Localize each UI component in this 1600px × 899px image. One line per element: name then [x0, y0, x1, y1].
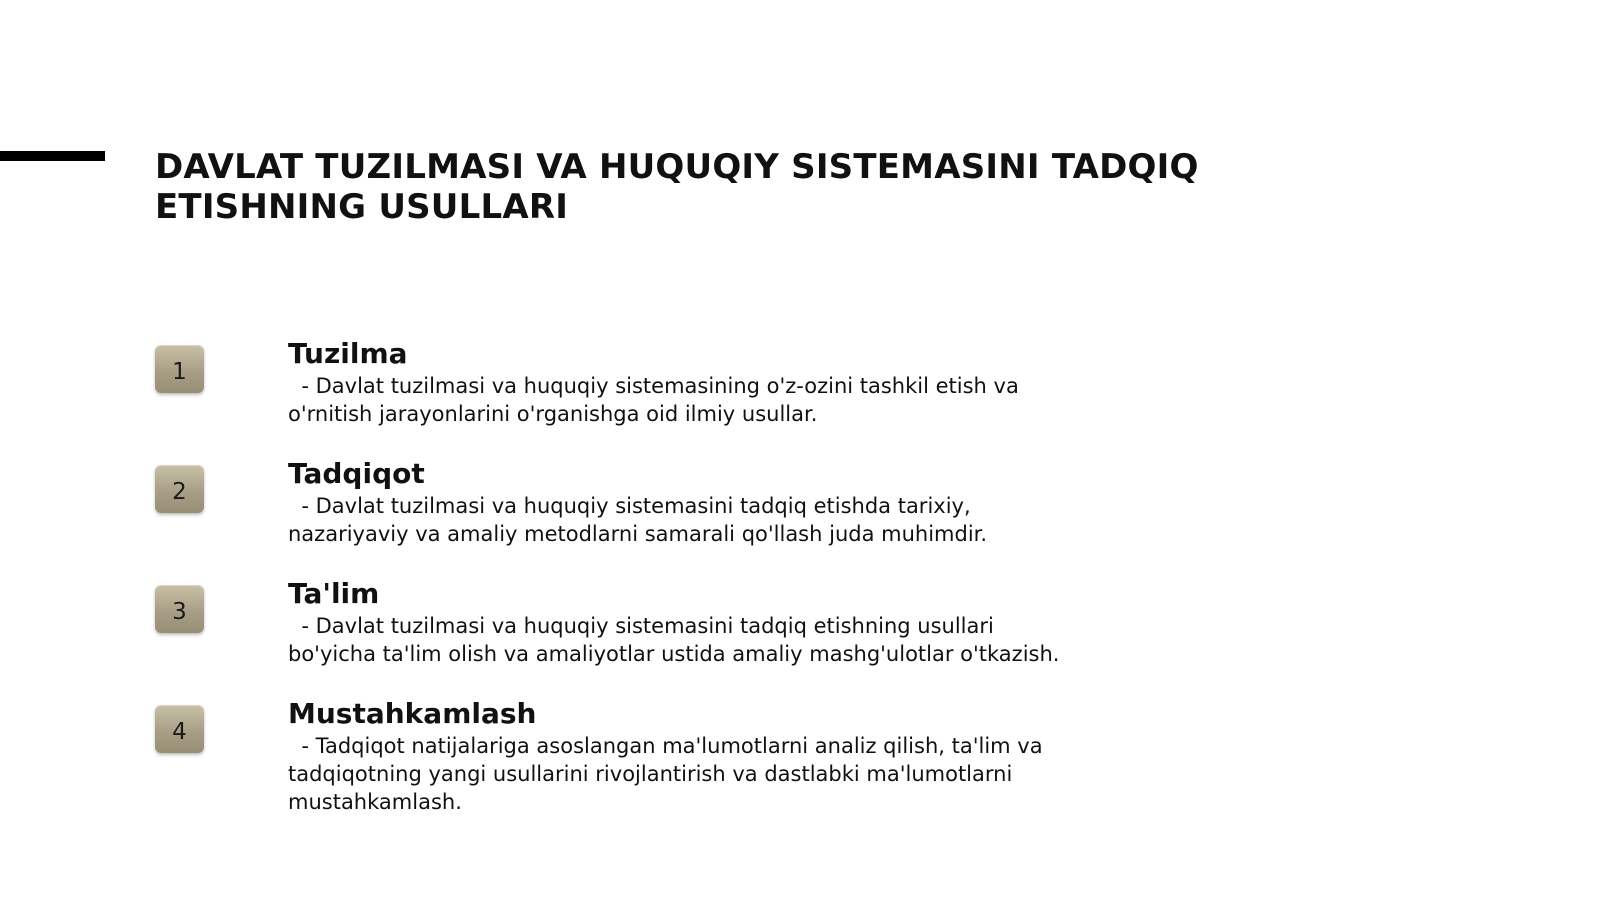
- number-badge: 4: [155, 705, 204, 753]
- item-description: - Davlat tuzilmasi va huquqiy sistemasini tadqiq etishning usullari bo'yicha ta'lim olish va amaliyotlar ustida amaliy mashg'ulotlar o'tkazish.: [288, 614, 1060, 666]
- item-description: - Davlat tuzilmasi va huquqiy sistemasini tadqiq etishda tarixiy, nazariyaviy va amaliy metodlarni samarali qo'llash juda muhimdir.: [288, 494, 988, 546]
- title-accent-bar: [0, 151, 105, 161]
- item-heading: Tadqiqot: [288, 457, 425, 490]
- item-heading: Ta'lim: [288, 577, 380, 610]
- item-heading: Tuzilma: [288, 337, 408, 370]
- slide-title: DAVLAT TUZILMASI VA HUQUQIY SISTEMASINI TADQIQ ETISHNING USULLARI: [155, 147, 1199, 227]
- item-description: - Davlat tuzilmasi va huquqiy sistemasining o'z-ozini tashkil etish va o'rnitish jarayonlarini o'rganishga oid ilmiy usullar.: [288, 374, 1026, 426]
- number-badge: 2: [155, 465, 204, 513]
- item-heading: Mustahkamlash: [288, 697, 537, 730]
- number-badge: 3: [155, 585, 204, 633]
- item-description: - Tadqiqot natijalariga asoslangan ma'lumotlarni analiz qilish, ta'lim va tadqiqotning yangi usullarini rivojlantirish va dastlabki ma'lumotlarni mustahkamlash.: [288, 734, 1050, 814]
- number-badge: 1: [155, 345, 204, 393]
